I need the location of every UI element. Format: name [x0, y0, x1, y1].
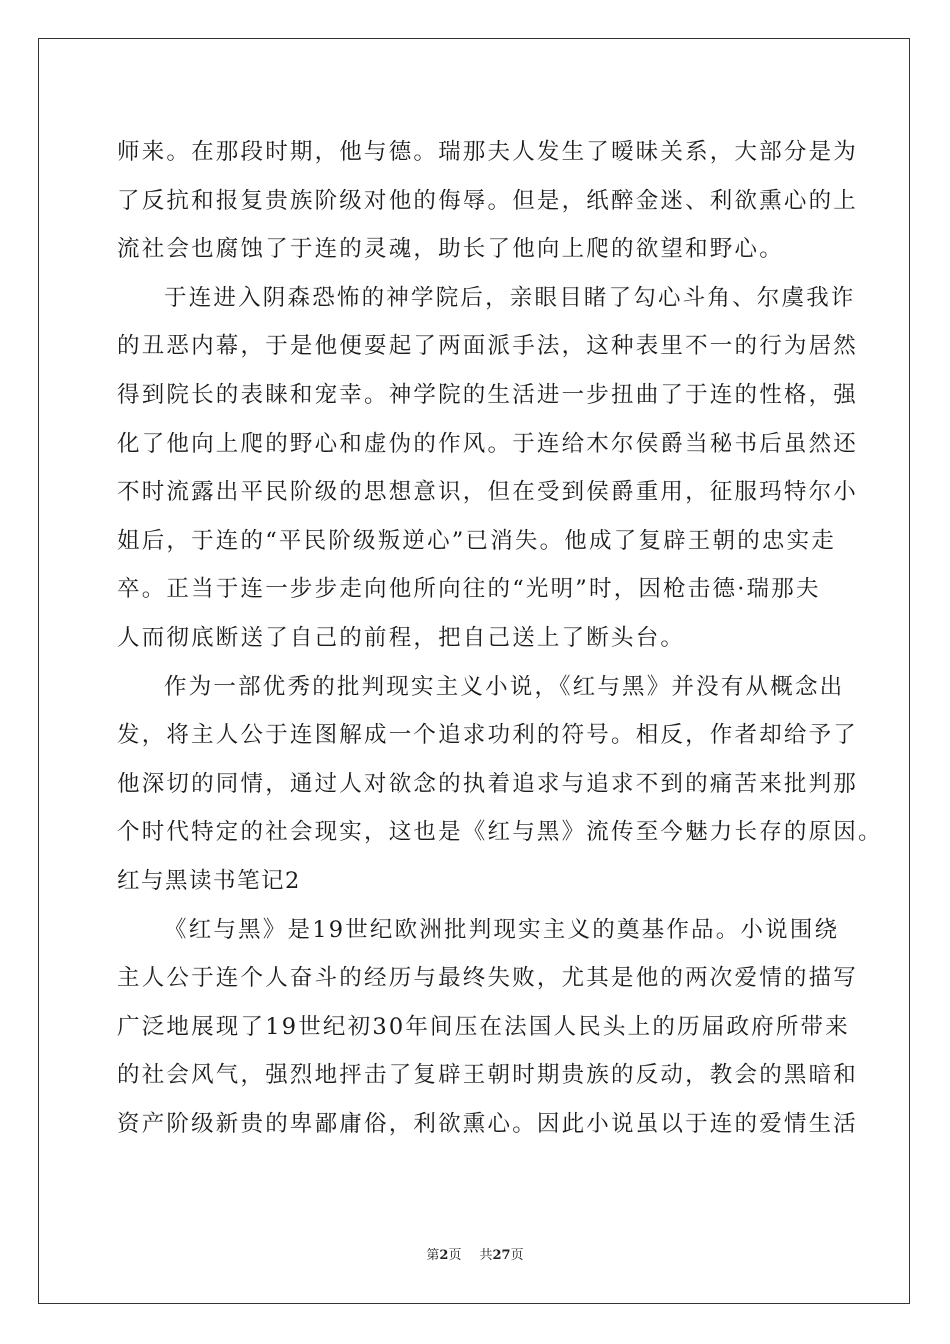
- text-line: 流社会也腐蚀了于连的灵魂，助长了他向上爬的欲望和野心。: [117, 236, 784, 263]
- text-line: 发，将主人公于连图解成一个追求功利的符号。相反，作者却给予了: [117, 722, 859, 749]
- page-footer: [0, 1244, 950, 1263]
- text-line: 个时代特定的社会现实，这也是《红与黑》流传至今魅力长存的原因。: [117, 819, 883, 846]
- total-label-prefix: 共: [479, 1248, 493, 1263]
- text-line: 得到院长的表睐和宠幸。神学院的生活进一步扭曲了于连的性格，强: [117, 381, 859, 408]
- text-line: 不时流露出平民阶级的思想意识，但在受到侯爵重用，征服玛特尔小: [117, 479, 859, 506]
- text-line: 他深切的同情，通过人对欲念的执着追求与追求不到的痛苦来批判那: [117, 770, 859, 797]
- text-line: 作为一部优秀的批判现实主义小说，《红与黑》并没有从概念出: [164, 673, 845, 700]
- text-line: 化了他向上爬的野心和虚伪的作风。于连给木尔侯爵当秘书后虽然还: [117, 430, 859, 457]
- page-number: 2: [439, 1248, 449, 1263]
- text-line: 人而彻底断送了自己的前程，把自己送上了断头台。: [117, 624, 686, 651]
- total-pages: 27: [492, 1248, 511, 1263]
- text-line: 了反抗和报复贵族阶级对他的侮辱。但是，纸醉金迷、利欲熏心的上: [117, 187, 859, 214]
- text-line: 师来。在那段时期，他与德。瑞那夫人发生了暧昧关系，大部分是为: [117, 139, 859, 165]
- text-line: 资产阶级新贵的卑鄙庸俗，利欲熏心。因此小说虽以于连的爱情生活: [117, 1110, 859, 1137]
- text-line: 的社会风气，强烈地抨击了复辟王朝时期贵族的反动，教会的黑暗和: [117, 1062, 859, 1089]
- text-line: 广泛地展现了19世纪初30年间压在法国人民头上的历届政府所带来: [117, 1013, 850, 1040]
- text-line: 于连进入阴森恐怖的神学院后，亲眼目睹了勾心斗角、尔虞我诈: [164, 284, 856, 311]
- text-line: 的丑恶内幕，于是他便耍起了两面派手法，这种表里不一的行为居然: [117, 333, 859, 360]
- section-heading: 红与黑读书笔记2: [117, 867, 301, 894]
- text-line: 主人公于连个人奋斗的经历与最终失败，尤其是他的两次爱情的描写: [117, 965, 859, 992]
- text-line: 《红与黑》是19世纪欧洲批判现实主义的奠基作品。小说围绕: [164, 916, 840, 943]
- page-label-suffix: 页: [448, 1248, 462, 1263]
- text-line: 姐后，于连的“平民阶级叛逆心”已消失。他成了复辟王朝的忠实走: [117, 527, 837, 554]
- text-line: 卒。正当于连一步步走向他所向往的“光明”时，因枪击德·瑞那夫: [117, 576, 821, 603]
- total-label-suffix: 页: [510, 1248, 524, 1263]
- page-label-prefix: 第: [426, 1248, 440, 1263]
- document-body: [117, 128, 883, 1148]
